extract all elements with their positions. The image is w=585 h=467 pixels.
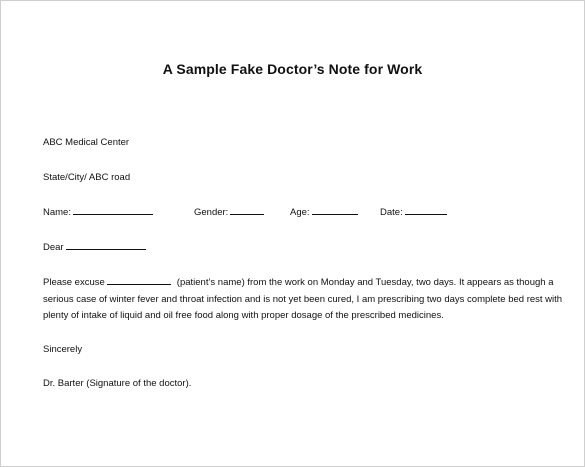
organization-address: State/City/ ABC road: [43, 172, 131, 183]
organization-name: ABC Medical Center: [43, 137, 130, 148]
dear-line: [43, 240, 146, 256]
gender-label: Gender:: [194, 207, 229, 218]
date-label: Date:: [380, 207, 403, 218]
dear-label: Dear: [43, 242, 64, 253]
body-line-1: [43, 275, 558, 292]
closing: Sincerely: [43, 344, 83, 355]
age-label: Age:: [290, 207, 310, 218]
body-paragraph: [43, 275, 563, 325]
body-line-2: serious case of winter fever and throat infection and is not yet been cured, I am prescribing two days complete bed rest with: [43, 293, 563, 305]
gender-blank: [230, 205, 264, 215]
date-field: [380, 205, 447, 221]
name-label: Name:: [43, 207, 71, 218]
signature-line: Dr. Barter (Signature of the doctor).: [43, 378, 192, 389]
body-prefix: Please excuse: [43, 277, 105, 288]
name-blank: [73, 205, 153, 215]
age-field: [290, 205, 358, 221]
body-line-1-rest: (patient’s name) from the work on Monday and Tuesday, two days. It appears as though a: [176, 277, 554, 288]
patient-name-blank: [107, 275, 171, 285]
body-line-3: plenty of intake of liquid and oil free food along with proper dosage of the prescribed medicines.: [43, 310, 444, 321]
age-blank: [312, 205, 358, 215]
gender-field: [194, 205, 264, 221]
dear-blank: [66, 240, 146, 250]
name-field: [43, 205, 153, 221]
document-title: A Sample Fake Doctor’s Note for Work: [162, 61, 423, 77]
date-blank: [405, 205, 447, 215]
